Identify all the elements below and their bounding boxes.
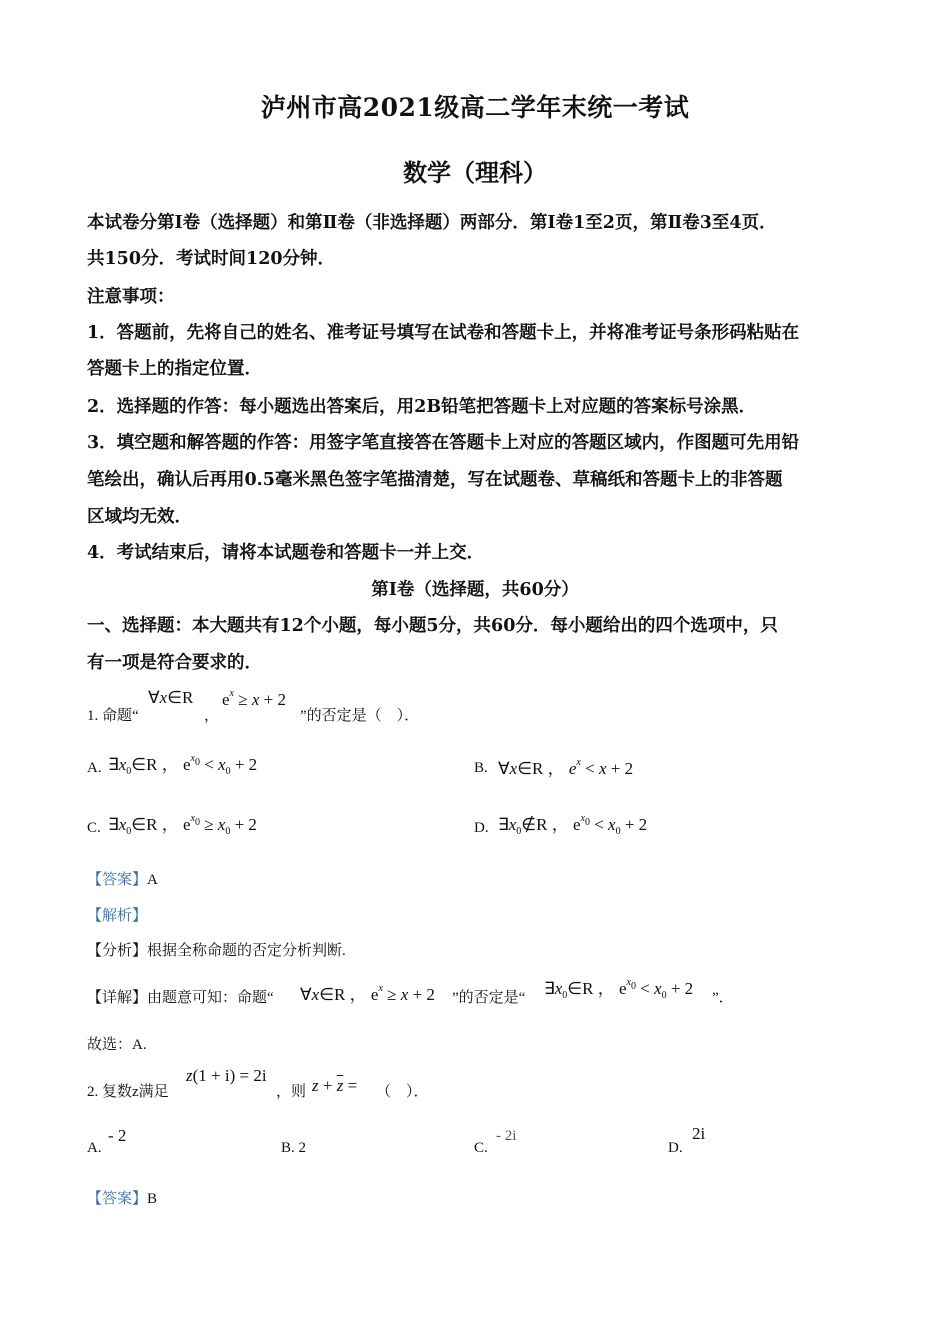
q2-answer	[87, 1187, 157, 1208]
q1-suffix: ”的否定是（ ）．	[300, 708, 420, 724]
q1-option-b-math: ∀x∈R ， $e^x < x + 2$	[498, 757, 634, 778]
q2-suffix: （ ）．	[376, 1084, 429, 1100]
q2-option-c-label: C.	[474, 1140, 488, 1156]
q2-option-d-label: D.	[668, 1140, 683, 1156]
exam-subtitle: 数学（理科）	[403, 158, 547, 187]
q1-xiangjie-mid: ”的否定是“	[452, 990, 526, 1006]
q2-answer-value: B	[147, 1191, 158, 1207]
q1-analysis-tag: 【解析】	[87, 908, 148, 924]
q2-math-condition: z(1 + i) = 2i	[186, 1066, 267, 1085]
intro-line-1: 本试卷分第Ⅰ卷（选择题）和第Ⅱ卷（非选择题）两部分．第Ⅰ卷1至2页，第Ⅱ卷3至4页．	[87, 213, 777, 233]
q1-option-c-math: $\exists x_0\in R$ ， $e^{x_0} \ge x_0 + 2$	[108, 813, 257, 837]
q1-option-a-math: $\exists x_0\in R$ ， $e^{x_0} < x_0 + 2$	[108, 753, 258, 777]
section-desc-2: 有一项是符合要求的．	[87, 653, 262, 673]
q2-mid: ，则	[276, 1084, 307, 1100]
q2-option-d-value: 2i	[692, 1124, 706, 1143]
q1-xiangjie-math-2: $\exists x_0\in R$ ， $e^{x_0} < x_0 + 2$	[544, 977, 694, 1001]
q2-option-a-value: - 2	[108, 1126, 127, 1145]
q1-answer	[87, 868, 158, 889]
q1-option-b-label: B.	[474, 760, 488, 776]
q1-option-d-label: D.	[474, 820, 489, 836]
notice-item-1b: 答题卡上的指定位置．	[87, 359, 262, 379]
q1-xiangjie-math-1: ∀x∈R ， $e^x \ge x + 2$	[300, 983, 435, 1004]
q1-math-ineq: $e^x \ge x + 2$	[222, 688, 286, 709]
notice-item-3a: 3．填空题和解答题的作答：用签字笔直接答在答题卡上对应的答题区域内，作图题可先用铅	[87, 433, 800, 453]
q2-answer-tag: 【答案】	[87, 1191, 148, 1207]
q1-option-c-label: C.	[87, 820, 101, 836]
q2-math-expression: $z + \overline{z}$ =	[312, 1076, 358, 1095]
q2-option-a-label: A.	[87, 1140, 102, 1156]
notice-item-2: 2．选择题的作答：每小题选出答案后，用2B铅笔把答题卡上对应题的答案标号涂黑．	[87, 397, 757, 417]
q2-option-c-value: - 2i	[496, 1128, 517, 1144]
notice-heading: 注意事项：	[87, 287, 175, 307]
intro-line-2: 共150分．考试时间120分钟．	[87, 249, 336, 269]
q2-prefix: 2. 复数z满足	[87, 1084, 169, 1100]
q1-math-forall: ∀x∈R	[148, 688, 194, 707]
q1-xiangjie-end: ”．	[712, 990, 734, 1006]
q1-option-d-math: $\exists x_0\notin R$ ， $e^{x_0} < x_0 + 2$	[498, 813, 648, 837]
notice-item-3c: 区域均无效．	[87, 507, 192, 527]
notice-item-4: 4．考试结束后，请将本试题卷和答题卡一并上交．	[87, 543, 485, 563]
notice-item-3b: 笔绘出，确认后再用0.5毫米黑色签字笔描清楚，写在试题卷、草稿纸和答题卡上的非答题	[87, 470, 783, 490]
section-desc-1: 一、选择题：本大题共有12个小题，每小题5分，共60分．每小题给出的四个选项中，只	[87, 616, 778, 636]
q2-option-b: B. 2	[281, 1140, 307, 1156]
q1-conclusion: 故选：A.	[87, 1037, 147, 1053]
q1-fenxi: 【分析】根据全称命题的否定分析判断.	[87, 943, 346, 959]
section-heading: 第Ⅰ卷（选择题，共60分）	[371, 580, 579, 600]
q1-option-a-label: A.	[87, 760, 102, 776]
q1-answer-value: A	[147, 872, 158, 888]
q1-analysis	[87, 904, 147, 925]
q1-comma: ，	[204, 708, 220, 724]
q1-answer-tag: 【答案】	[87, 872, 148, 888]
q1-prefix: 1. 命题“	[87, 708, 139, 724]
notice-item-1a: 1．答题前，先将自己的姓名、准考证号填写在试卷和答题卡上，并将准考证号条形码粘贴在	[87, 323, 800, 343]
exam-title: 泸州市高2021级高二学年末统一考试	[260, 93, 690, 122]
q1-xiangjie-prefix: 【详解】由题意可知：命题“	[87, 990, 274, 1006]
